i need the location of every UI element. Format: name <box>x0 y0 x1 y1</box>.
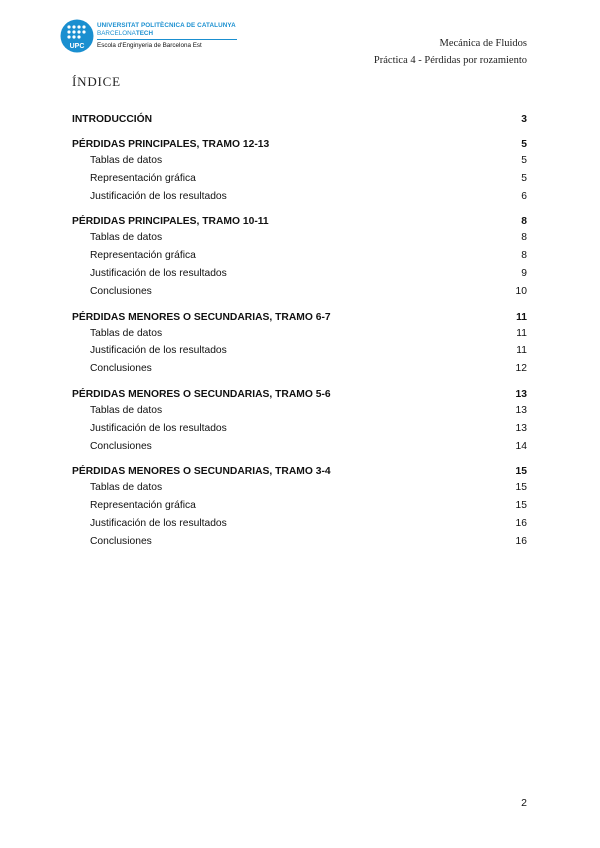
toc-entry-page: 8 <box>521 250 527 262</box>
toc-entry-page: 12 <box>515 363 527 375</box>
toc-entry-page: 3 <box>521 114 527 125</box>
toc-section-entry[interactable] <box>72 216 527 232</box>
toc-section-entry[interactable] <box>72 139 527 155</box>
toc-subsection-entry[interactable] <box>72 518 527 536</box>
header-practice: Práctica 4 - Pérdidas por rozamiento <box>373 55 527 66</box>
toc-entry-page: 11 <box>516 311 527 323</box>
toc-entry-label: Conclusiones <box>90 285 152 297</box>
toc-entry-label: PÉRDIDAS PRINCIPALES, TRAMO 10-11 <box>72 216 269 228</box>
toc-section-entry[interactable] <box>72 114 527 130</box>
toc-entry-page: 13 <box>515 422 527 434</box>
toc-entry-page: 10 <box>515 285 527 297</box>
header-course: Mecánica de Fluidos <box>439 38 527 49</box>
toc-entry-page: 5 <box>521 155 527 166</box>
toc-subsection-entry[interactable] <box>72 536 527 554</box>
toc-entry-label: Representación gráfica <box>90 172 196 184</box>
toc-entry-page: 15 <box>515 482 527 494</box>
toc-entry-label: PÉRDIDAS MENORES O SECUNDARIAS, TRAMO 3-4 <box>72 466 331 478</box>
logo-rule <box>97 39 237 40</box>
toc-subsection-entry[interactable] <box>72 363 527 381</box>
toc-subsection-entry[interactable] <box>72 232 527 250</box>
toc-entry-page: 8 <box>521 232 527 244</box>
toc-entry-label: Tablas de datos <box>90 327 163 339</box>
toc-entry-label: Justificación de los resultados <box>90 345 227 357</box>
logo-university-name: UNIVERSITAT POLITÈCNICA DE CATALUNYA <box>97 22 236 29</box>
logo-school-name: Escola d'Enginyeria de Barcelona Est <box>97 42 202 49</box>
toc-entry-label: PÉRDIDAS MENORES O SECUNDARIAS, TRAMO 6-7 <box>72 311 331 323</box>
logo-barcelona: BARCELONA <box>97 30 136 37</box>
toc-subsection-entry[interactable] <box>72 482 527 500</box>
toc-subsection-entry[interactable] <box>72 268 527 286</box>
toc-entry-page: 15 <box>515 500 527 512</box>
toc-entry-label: Tablas de datos <box>90 155 163 166</box>
toc-subsection-entry[interactable] <box>72 405 527 423</box>
toc-entry-page: 13 <box>515 404 527 416</box>
toc-title: ÍNDICE <box>72 74 121 89</box>
toc-entry-page: 13 <box>515 388 527 400</box>
toc-entry-page: 5 <box>521 172 527 184</box>
toc-section-entry[interactable] <box>72 389 527 405</box>
toc-entry-page: 11 <box>516 327 527 339</box>
toc-subsection-entry[interactable] <box>72 423 527 441</box>
logo-text <box>97 22 317 49</box>
toc-entry-label: Justificación de los resultados <box>90 190 227 202</box>
toc-entry-label: Justificación de los resultados <box>90 517 227 529</box>
toc-entry-label: Tablas de datos <box>90 482 163 494</box>
toc-subsection-entry[interactable] <box>72 250 527 268</box>
toc-entry-page: 5 <box>521 139 527 150</box>
toc-entry-page: 16 <box>515 517 527 529</box>
toc-entry-label: Representación gráfica <box>90 250 196 262</box>
toc-entry-label: Conclusiones <box>90 440 152 452</box>
toc-section-entry[interactable] <box>72 466 527 482</box>
upc-logo-icon <box>60 19 96 53</box>
toc-entry-label: INTRODUCCIÓN <box>72 114 153 125</box>
toc-entry-label: Tablas de datos <box>90 404 163 416</box>
toc-entry-label: PÉRDIDAS MENORES O SECUNDARIAS, TRAMO 5-6 <box>72 388 331 400</box>
toc-subsection-entry[interactable] <box>72 500 527 518</box>
logo-mark-text: UPC <box>69 43 85 50</box>
table-of-contents <box>72 114 527 554</box>
page-number: 2 <box>521 797 527 809</box>
logo-barcelonatech <box>97 30 317 37</box>
toc-entry-page: 11 <box>516 345 527 357</box>
toc-entry-label: Conclusiones <box>90 535 152 547</box>
toc-entry-page: 6 <box>521 190 527 202</box>
toc-entry-page: 14 <box>515 440 527 452</box>
toc-entry-label: Justificación de los resultados <box>90 422 227 434</box>
toc-entry-page: 16 <box>515 535 527 547</box>
toc-section-entry[interactable] <box>72 312 527 328</box>
toc-subsection-entry[interactable] <box>72 345 527 363</box>
toc-subsection-entry[interactable] <box>72 286 527 304</box>
toc-entry-page: 8 <box>521 216 527 228</box>
toc-entry-label: Representación gráfica <box>90 500 196 512</box>
toc-subsection-entry[interactable] <box>72 173 527 191</box>
toc-subsection-entry[interactable] <box>72 155 527 173</box>
toc-entry-page: 9 <box>521 267 527 279</box>
toc-subsection-entry[interactable] <box>72 441 527 459</box>
logo-tech: TECH <box>135 30 153 37</box>
toc-entry-label: Conclusiones <box>90 363 152 375</box>
toc-entry-label: Justificación de los resultados <box>90 267 227 279</box>
toc-entry-label: PÉRDIDAS PRINCIPALES, TRAMO 12-13 <box>72 139 270 150</box>
toc-entry-label: Tablas de datos <box>90 232 163 244</box>
toc-subsection-entry[interactable] <box>72 191 527 209</box>
toc-subsection-entry[interactable] <box>72 328 527 346</box>
toc-entry-page: 15 <box>515 466 527 478</box>
